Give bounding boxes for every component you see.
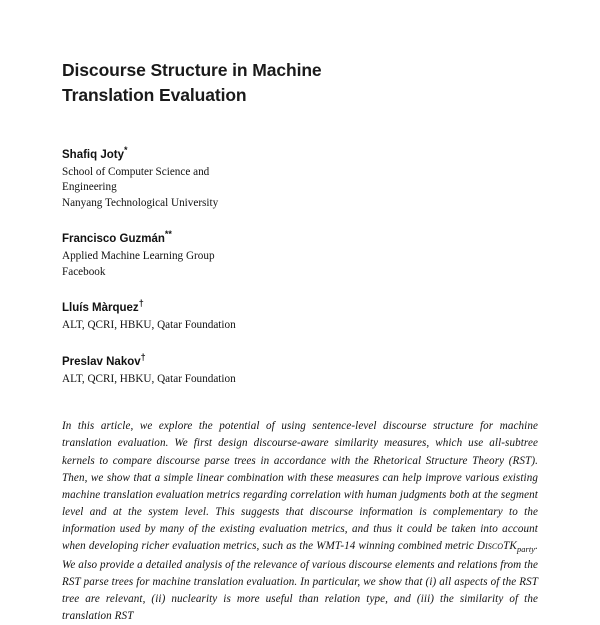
author-affiliation-line: Nanyang Technological University [62, 196, 219, 209]
author-marker: † [138, 298, 144, 309]
abstract-part-one: In this article, we explore the potential of using sentence-level discourse structure for machine translation evaluation. We first design discourse-aware similarity measures, which use all-subtree kernels to compare discourse parse trees in accordance with the Rhetorical Structure Theory (RST). Then, we show that a simple linear combination with these measures can help improve various existing machine translation evaluation metrics regarding correlation with human judgments both at the segment level and at the system level. This suggests that discourse information is complementary to the information used by many of the existing evaluation metrics, and thus it could be taken into account when developing richer evaluation metrics, such as the WMT-14 winning combined metric [62, 420, 538, 553]
author-entry [62, 297, 538, 334]
author-name [62, 144, 538, 164]
author-name-text: Preslav Nakov [62, 355, 141, 368]
author-affiliation-line: School of Computer Science and [62, 165, 210, 178]
author-name [62, 228, 538, 248]
author-marker: † [140, 351, 146, 362]
author-entry [62, 144, 538, 211]
author-name [62, 351, 538, 371]
author-entry [62, 228, 538, 280]
author-name-text: Lluís Màrquez [62, 301, 139, 314]
author-marker: ** [164, 229, 172, 240]
metric-subscript: party [516, 545, 536, 555]
page-title: Discourse Structure in Machine Translation Evaluation [62, 60, 322, 105]
abstract-part-two: . We also provide a detailed analysis of the relevance of various discourse elements and relations from the RST parse trees for machine translation evaluation. In particular, we show that (i) all aspects of the RST tree are relevant, (ii) nuclearity is more useful than relation type, and (iii) the similarity of the translation RST [62, 540, 538, 623]
author-affiliation-line: Applied Machine Learning Group [62, 250, 215, 263]
author-name-text: Francisco Guzmán [62, 232, 165, 245]
metric-name: DiscoTK [476, 540, 517, 553]
author-affiliation-line: ALT, QCRI, HBKU, Qatar Foundation [62, 372, 236, 385]
author-affiliation-line: Facebook [62, 265, 106, 278]
author-affiliation-line: ALT, QCRI, HBKU, Qatar Foundation [62, 319, 236, 332]
author-list [62, 144, 538, 387]
author-name [62, 297, 538, 317]
author-name-text: Shafiq Joty [62, 148, 124, 161]
author-entry [62, 351, 538, 388]
author-affiliation-line: Engineering [62, 181, 117, 194]
abstract-text [62, 418, 538, 625]
author-marker: * [123, 144, 128, 155]
